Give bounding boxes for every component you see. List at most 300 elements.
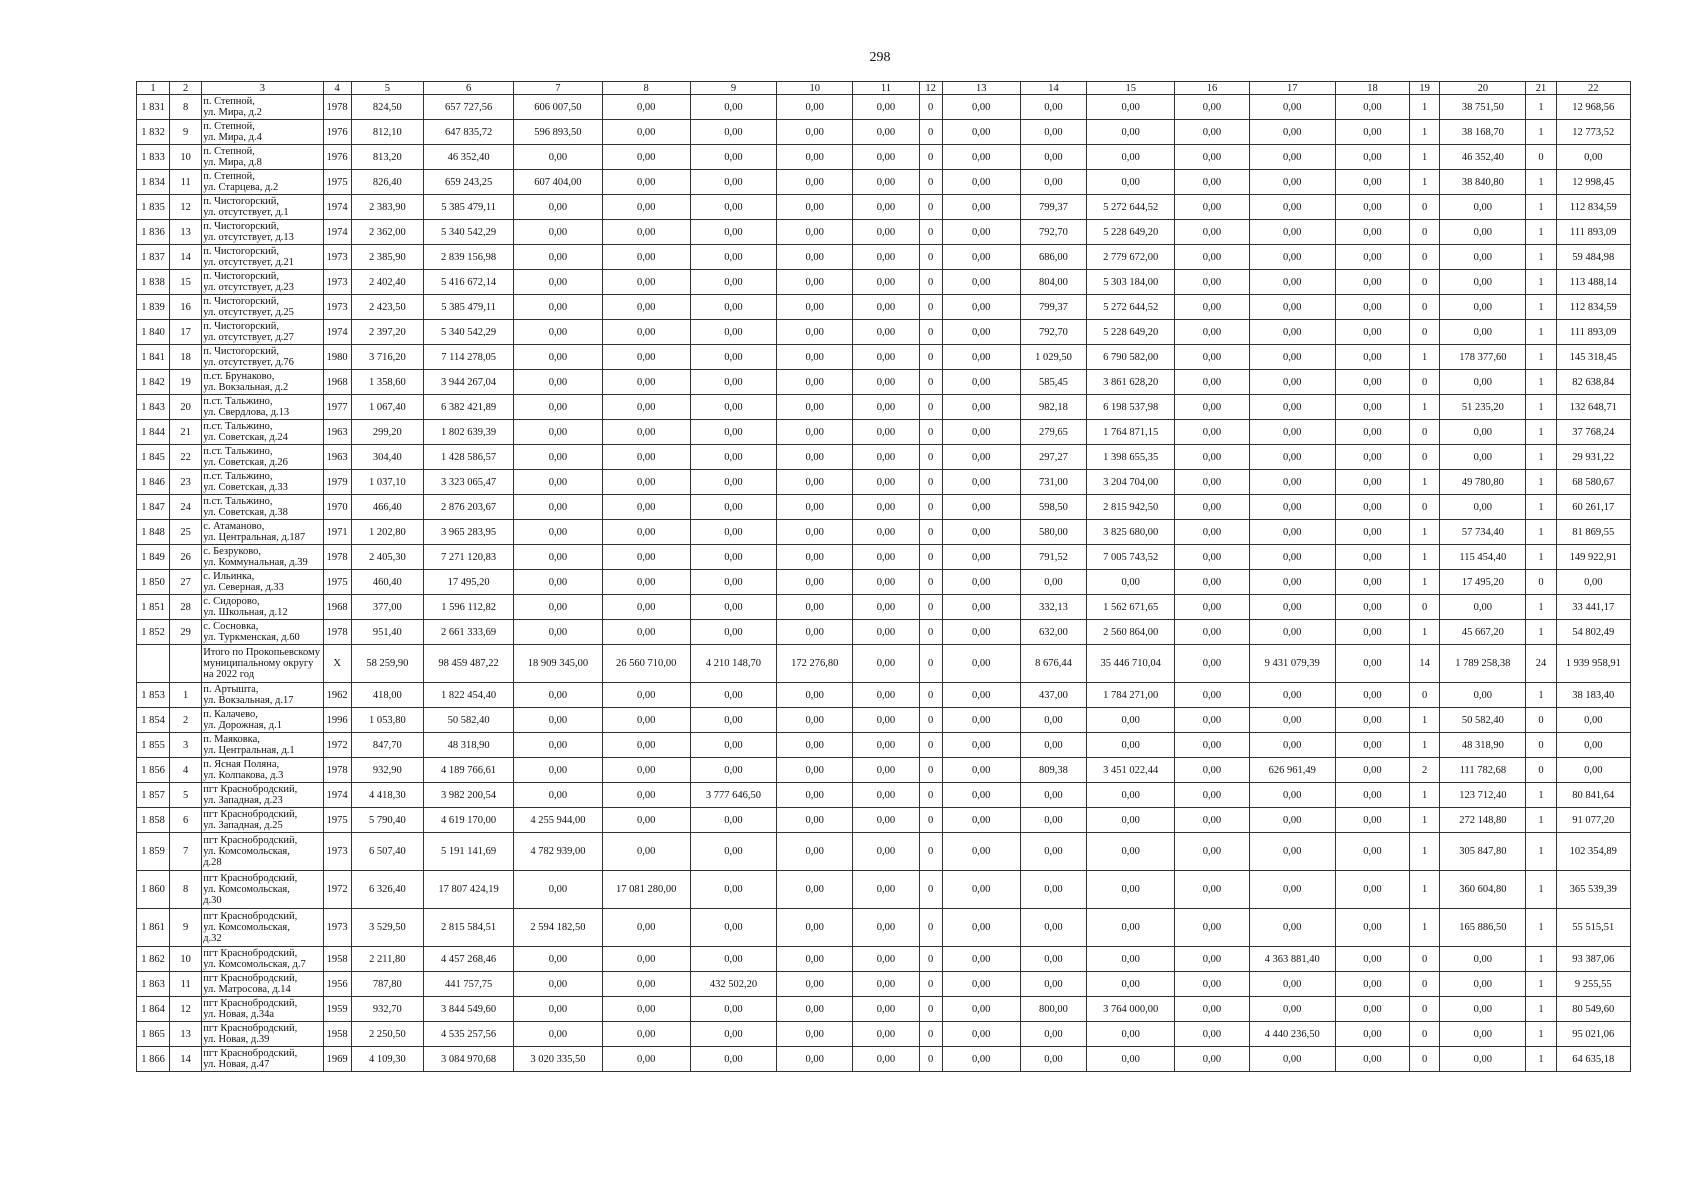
- table-cell: 38 751,50: [1440, 95, 1526, 120]
- table-cell: 1 847: [137, 495, 170, 520]
- table-cell: 24: [170, 495, 202, 520]
- table-cell: 1 840: [137, 320, 170, 345]
- table-cell: 0,00: [1175, 245, 1249, 270]
- table-cell: 1 428 586,57: [423, 445, 513, 470]
- table-cell: 0,00: [777, 545, 853, 570]
- table-cell: 0,00: [1249, 520, 1335, 545]
- column-number-17: 17: [1249, 82, 1335, 95]
- table-cell: 1963: [323, 445, 351, 470]
- table-cell: 0,00: [602, 758, 690, 783]
- table-cell: 0,00: [1335, 997, 1409, 1022]
- table-cell: 6 198 537,98: [1087, 395, 1175, 420]
- table-cell: 0,00: [514, 370, 602, 395]
- table-cell: 50 582,40: [423, 708, 513, 733]
- table-cell: 0,00: [777, 570, 853, 595]
- table-cell: 1 862: [137, 947, 170, 972]
- table-cell: 1 852: [137, 620, 170, 645]
- table-cell: 1: [1410, 808, 1440, 833]
- table-cell: 1: [1410, 783, 1440, 808]
- table-cell: 647 835,72: [423, 120, 513, 145]
- column-number-14: 14: [1020, 82, 1086, 95]
- address-cell: п. Чистогорский, ул. отсутствует, д.1: [202, 195, 323, 220]
- table-cell: 0,00: [1249, 120, 1335, 145]
- table-cell: 0,00: [942, 947, 1020, 972]
- table-cell: 0,00: [514, 470, 602, 495]
- table-cell: 0: [919, 708, 942, 733]
- table-cell: 799,37: [1020, 295, 1086, 320]
- table-cell: 0,00: [942, 595, 1020, 620]
- table-cell: 596 893,50: [514, 120, 602, 145]
- table-cell: 626 961,49: [1249, 758, 1335, 783]
- table-cell: 0,00: [777, 783, 853, 808]
- table-cell: 0,00: [602, 708, 690, 733]
- address-cell: пгт Краснобродский, ул. Новая, д.39: [202, 1022, 323, 1047]
- table-cell: 0,00: [1020, 570, 1086, 595]
- table-cell: 0,00: [1249, 470, 1335, 495]
- table-cell: 0,00: [1020, 708, 1086, 733]
- table-cell: 0,00: [602, 195, 690, 220]
- table-cell: 0,00: [1175, 909, 1249, 947]
- total-row: [137, 645, 1631, 683]
- table-cell: 0,00: [853, 595, 919, 620]
- table-row: [137, 733, 1631, 758]
- table-cell: 0,00: [942, 733, 1020, 758]
- address-cell: п.ст. Брунаково, ул. Вокзальная, д.2: [202, 370, 323, 395]
- table-cell: 0,00: [853, 972, 919, 997]
- table-cell: 6 382 421,89: [423, 395, 513, 420]
- table-cell: 1 859: [137, 833, 170, 871]
- table-cell: 441 757,75: [423, 972, 513, 997]
- table-cell: 0,00: [853, 909, 919, 947]
- table-row: [137, 570, 1631, 595]
- table-cell: 0,00: [514, 708, 602, 733]
- table-cell: 812,10: [351, 120, 423, 145]
- table-cell: 0,00: [777, 495, 853, 520]
- table-cell: 2 423,50: [351, 295, 423, 320]
- table-cell: 1: [1526, 595, 1556, 620]
- table-cell: 0,00: [1440, 947, 1526, 972]
- table-cell: 0,00: [942, 570, 1020, 595]
- table-cell: 0,00: [1335, 947, 1409, 972]
- table-cell: 11: [170, 972, 202, 997]
- table-cell: 0,00: [1249, 95, 1335, 120]
- address-cell: п. Калачево, ул. Дорожная, д.1: [202, 708, 323, 733]
- table-cell: 0: [1410, 370, 1440, 395]
- table-cell: 0,00: [1440, 295, 1526, 320]
- table-cell: 0,00: [1020, 1022, 1086, 1047]
- table-cell: 1: [1410, 733, 1440, 758]
- table-cell: 3 844 549,60: [423, 997, 513, 1022]
- table-cell: 0,00: [942, 1022, 1020, 1047]
- table-cell: 1968: [323, 370, 351, 395]
- table-cell: 0,00: [777, 1022, 853, 1047]
- table-cell: 98 459 487,22: [423, 645, 513, 683]
- table-cell: 0,00: [1440, 445, 1526, 470]
- table-cell: 10: [170, 145, 202, 170]
- table-cell: 0,00: [1249, 270, 1335, 295]
- table-cell: 1: [1526, 395, 1556, 420]
- table-cell: 0,00: [690, 320, 776, 345]
- table-cell: 0,00: [1249, 195, 1335, 220]
- table-cell: 0: [1410, 295, 1440, 320]
- table-cell: 304,40: [351, 445, 423, 470]
- table-cell: 1 764 871,15: [1087, 420, 1175, 445]
- table-cell: 1978: [323, 620, 351, 645]
- table-cell: [170, 645, 202, 683]
- table-cell: 2: [170, 708, 202, 733]
- table-cell: 0,00: [942, 871, 1020, 909]
- table-cell: 0,00: [602, 683, 690, 708]
- table-cell: 0,00: [690, 270, 776, 295]
- table-cell: 0,00: [514, 495, 602, 520]
- table-cell: 0,00: [1249, 683, 1335, 708]
- table-cell: 1: [1526, 972, 1556, 997]
- table-cell: 3 825 680,00: [1087, 520, 1175, 545]
- table-cell: 0,00: [1087, 833, 1175, 871]
- table-cell: 0: [1410, 245, 1440, 270]
- table-row: [137, 470, 1631, 495]
- table-cell: 8: [170, 871, 202, 909]
- table-cell: 0: [919, 1022, 942, 1047]
- table-cell: 0,00: [1087, 909, 1175, 947]
- table-cell: 0,00: [1020, 170, 1086, 195]
- table-cell: 0,00: [690, 1022, 776, 1047]
- table-cell: 1978: [323, 758, 351, 783]
- table-cell: 0,00: [853, 445, 919, 470]
- table-cell: 1974: [323, 220, 351, 245]
- table-cell: 1: [1526, 909, 1556, 947]
- table-cell: 932,70: [351, 997, 423, 1022]
- table-row: [137, 972, 1631, 997]
- table-cell: 0: [919, 733, 942, 758]
- table-cell: 731,00: [1020, 470, 1086, 495]
- column-number-15: 15: [1087, 82, 1175, 95]
- table-cell: 0,00: [942, 145, 1020, 170]
- table-cell: 81 869,55: [1556, 520, 1630, 545]
- table-cell: 0,00: [777, 295, 853, 320]
- address-cell: с. Сосновка, ул. Туркменская, д.60: [202, 620, 323, 645]
- table-cell: 0,00: [1020, 733, 1086, 758]
- table-cell: 0,00: [1087, 95, 1175, 120]
- table-cell: 145 318,45: [1556, 345, 1630, 370]
- table-cell: 272 148,80: [1440, 808, 1526, 833]
- table-cell: 5: [170, 783, 202, 808]
- page-number: 298: [869, 50, 891, 65]
- table-cell: 0,00: [1175, 783, 1249, 808]
- table-row: [137, 997, 1631, 1022]
- table-cell: 0,00: [1175, 1022, 1249, 1047]
- table-cell: 0,00: [690, 195, 776, 220]
- table-cell: 1: [1410, 871, 1440, 909]
- table-cell: 1 831: [137, 95, 170, 120]
- table-cell: 332,13: [1020, 595, 1086, 620]
- table-cell: 0,00: [514, 871, 602, 909]
- table-cell: 4 109,30: [351, 1047, 423, 1072]
- table-cell: 1: [1526, 871, 1556, 909]
- table-cell: 598,50: [1020, 495, 1086, 520]
- table-cell: 1 834: [137, 170, 170, 195]
- column-number-8: 8: [602, 82, 690, 95]
- table-cell: 460,40: [351, 570, 423, 595]
- table-cell: 1: [1526, 120, 1556, 145]
- table-cell: 0,00: [1087, 783, 1175, 808]
- table-cell: 0,00: [1335, 320, 1409, 345]
- table-cell: 0,00: [514, 683, 602, 708]
- table-cell: 0,00: [853, 370, 919, 395]
- table-cell: 0: [919, 520, 942, 545]
- table-cell: 113 488,14: [1556, 270, 1630, 295]
- table-cell: 0: [1410, 420, 1440, 445]
- table-cell: 0,00: [853, 95, 919, 120]
- table-cell: 1 832: [137, 120, 170, 145]
- table-cell: 0,00: [1175, 708, 1249, 733]
- table-cell: 1 844: [137, 420, 170, 445]
- table-cell: 1 802 639,39: [423, 420, 513, 445]
- table-cell: 0,00: [602, 445, 690, 470]
- table-cell: 21: [170, 420, 202, 445]
- column-number-22: 22: [1556, 82, 1630, 95]
- table-cell: 2 362,00: [351, 220, 423, 245]
- table-cell: 0,00: [1249, 708, 1335, 733]
- address-cell: п. Чистогорский, ул. отсутствует, д.21: [202, 245, 323, 270]
- table-cell: 0,00: [514, 545, 602, 570]
- table-cell: 29 931,22: [1556, 445, 1630, 470]
- address-cell: п.ст. Тальжино, ул. Советская, д.33: [202, 470, 323, 495]
- table-cell: 0,00: [1020, 95, 1086, 120]
- table-cell: 80 841,64: [1556, 783, 1630, 808]
- table-cell: 4 363 881,40: [1249, 947, 1335, 972]
- table-cell: 0,00: [1175, 270, 1249, 295]
- table-cell: 46 352,40: [1440, 145, 1526, 170]
- table-cell: 0,00: [514, 620, 602, 645]
- table-cell: 0,00: [602, 1047, 690, 1072]
- table-cell: 80 549,60: [1556, 997, 1630, 1022]
- table-cell: 0,00: [1556, 733, 1630, 758]
- table-cell: 0,00: [1249, 595, 1335, 620]
- table-cell: 0,00: [1175, 947, 1249, 972]
- table-cell: 1 562 671,65: [1087, 595, 1175, 620]
- table-cell: 0: [919, 545, 942, 570]
- address-cell: пгт Краснобродский, ул. Комсомольская, д.30: [202, 871, 323, 909]
- address-cell: пгт Краснобродский, ул. Комсомольская, д.7: [202, 947, 323, 972]
- table-cell: [137, 645, 170, 683]
- table-cell: 1: [1410, 545, 1440, 570]
- table-cell: 0,00: [602, 120, 690, 145]
- table-cell: 48 318,90: [1440, 733, 1526, 758]
- table-cell: 0,00: [853, 808, 919, 833]
- table-row: [137, 120, 1631, 145]
- table-cell: 792,70: [1020, 320, 1086, 345]
- table-cell: 0,00: [1249, 909, 1335, 947]
- table-cell: 0,00: [1335, 245, 1409, 270]
- table-cell: 0,00: [1335, 833, 1409, 871]
- table-cell: 1973: [323, 295, 351, 320]
- table-cell: 951,40: [351, 620, 423, 645]
- table-cell: 0,00: [853, 420, 919, 445]
- table-cell: 0,00: [942, 708, 1020, 733]
- table-cell: 1: [1410, 620, 1440, 645]
- table-cell: 0,00: [602, 595, 690, 620]
- table-cell: 0,00: [514, 345, 602, 370]
- table-cell: 102 354,89: [1556, 833, 1630, 871]
- table-cell: 5 228 649,20: [1087, 320, 1175, 345]
- table-cell: 0,00: [1087, 871, 1175, 909]
- table-cell: 57 734,40: [1440, 520, 1526, 545]
- table-cell: 1 843: [137, 395, 170, 420]
- table-cell: 12: [170, 997, 202, 1022]
- table-cell: 1: [1526, 783, 1556, 808]
- table-cell: 0: [919, 245, 942, 270]
- table-cell: 1 854: [137, 708, 170, 733]
- table-cell: 1: [1410, 145, 1440, 170]
- table-cell: 0,00: [690, 470, 776, 495]
- table-cell: 0: [919, 808, 942, 833]
- table-cell: 1: [1526, 95, 1556, 120]
- table-cell: 0,00: [853, 1047, 919, 1072]
- table-cell: 0: [919, 145, 942, 170]
- table-cell: 0,00: [1249, 320, 1335, 345]
- table-cell: 632,00: [1020, 620, 1086, 645]
- table-cell: 0,00: [942, 395, 1020, 420]
- table-cell: 0,00: [1335, 495, 1409, 520]
- table-cell: 1 848: [137, 520, 170, 545]
- table-cell: 0,00: [514, 520, 602, 545]
- table-cell: 0,00: [1087, 708, 1175, 733]
- table-cell: 0,00: [1175, 645, 1249, 683]
- table-cell: 0: [919, 683, 942, 708]
- table-cell: 0,00: [1440, 245, 1526, 270]
- table-cell: 0,00: [1440, 270, 1526, 295]
- table-cell: 0,00: [777, 997, 853, 1022]
- table-cell: 3 965 283,95: [423, 520, 513, 545]
- table-cell: 5 790,40: [351, 808, 423, 833]
- table-cell: 5 340 542,29: [423, 320, 513, 345]
- table-cell: 1 863: [137, 972, 170, 997]
- table-cell: 3 764 000,00: [1087, 997, 1175, 1022]
- table-row: [137, 833, 1631, 871]
- table-cell: 0,00: [777, 270, 853, 295]
- table-cell: 0,00: [602, 295, 690, 320]
- table-cell: 585,45: [1020, 370, 1086, 395]
- table-cell: 847,70: [351, 733, 423, 758]
- table-cell: 0: [1410, 445, 1440, 470]
- table-cell: 0,00: [1335, 570, 1409, 595]
- table-cell: 0,00: [602, 370, 690, 395]
- table-cell: 0,00: [853, 220, 919, 245]
- table-cell: 1: [1410, 345, 1440, 370]
- table-cell: 0,00: [1020, 871, 1086, 909]
- table-cell: 0,00: [777, 145, 853, 170]
- table-cell: 1958: [323, 947, 351, 972]
- table-cell: 3: [170, 733, 202, 758]
- table-cell: 0,00: [1440, 1047, 1526, 1072]
- table-cell: 0,00: [777, 758, 853, 783]
- table-cell: 0,00: [853, 871, 919, 909]
- table-cell: 0,00: [1440, 420, 1526, 445]
- column-number-5: 5: [351, 82, 423, 95]
- table-cell: 0,00: [777, 120, 853, 145]
- table-cell: 0,00: [1335, 909, 1409, 947]
- table-row: [137, 909, 1631, 947]
- table-cell: 0,00: [1087, 120, 1175, 145]
- table-cell: 657 727,56: [423, 95, 513, 120]
- table-cell: 0,00: [1335, 645, 1409, 683]
- table-cell: 0,00: [1249, 220, 1335, 245]
- table-cell: 0,00: [853, 997, 919, 1022]
- table-cell: 6 326,40: [351, 871, 423, 909]
- table-cell: 932,90: [351, 758, 423, 783]
- table-cell: 46 352,40: [423, 145, 513, 170]
- column-number-9: 9: [690, 82, 776, 95]
- table-cell: 2 211,80: [351, 947, 423, 972]
- table-cell: 0,00: [777, 683, 853, 708]
- table-cell: 16: [170, 295, 202, 320]
- table-row: [137, 595, 1631, 620]
- table-cell: 0,00: [514, 733, 602, 758]
- table-cell: 0,00: [1335, 758, 1409, 783]
- table-cell: 0,00: [942, 545, 1020, 570]
- table-cell: 1: [170, 683, 202, 708]
- table-cell: 0,00: [853, 733, 919, 758]
- table-cell: 0,00: [777, 395, 853, 420]
- table-cell: 1: [1410, 95, 1440, 120]
- table-cell: 0,00: [602, 245, 690, 270]
- table-cell: 4 418,30: [351, 783, 423, 808]
- table-cell: 0: [1526, 570, 1556, 595]
- table-cell: 0,00: [777, 620, 853, 645]
- table-cell: 0: [919, 620, 942, 645]
- table-cell: 0,00: [602, 495, 690, 520]
- table-cell: 0,00: [853, 395, 919, 420]
- table-cell: 0,00: [1175, 320, 1249, 345]
- table-cell: 279,65: [1020, 420, 1086, 445]
- table-cell: 0,00: [853, 833, 919, 871]
- table-cell: 0: [919, 871, 942, 909]
- table-cell: 1 784 271,00: [1087, 683, 1175, 708]
- table-cell: 299,20: [351, 420, 423, 445]
- table-cell: 4 619 170,00: [423, 808, 513, 833]
- table-cell: 0,00: [1087, 570, 1175, 595]
- table-cell: 0,00: [777, 345, 853, 370]
- table-cell: 0,00: [690, 570, 776, 595]
- table-cell: 2 383,90: [351, 195, 423, 220]
- table-cell: 18: [170, 345, 202, 370]
- table-cell: 0,00: [1249, 495, 1335, 520]
- column-number-19: 19: [1410, 82, 1440, 95]
- table-cell: 606 007,50: [514, 95, 602, 120]
- table-cell: 1: [1410, 395, 1440, 420]
- table-row: [137, 345, 1631, 370]
- table-cell: 0: [919, 758, 942, 783]
- table-row: [137, 545, 1631, 570]
- table-row: [137, 947, 1631, 972]
- table-cell: 0: [919, 295, 942, 320]
- table-cell: 0,00: [942, 972, 1020, 997]
- table-cell: 1: [1410, 570, 1440, 595]
- table-cell: 0: [919, 947, 942, 972]
- table-cell: 9: [170, 120, 202, 145]
- table-cell: 0,00: [1335, 195, 1409, 220]
- table-cell: 0,00: [514, 395, 602, 420]
- table-cell: 0,00: [1175, 95, 1249, 120]
- table-cell: 0,00: [942, 320, 1020, 345]
- table-cell: 1 596 112,82: [423, 595, 513, 620]
- table-cell: 0: [1410, 270, 1440, 295]
- table-cell: 1980: [323, 345, 351, 370]
- table-cell: 0,00: [1335, 871, 1409, 909]
- table-cell: 0,00: [690, 395, 776, 420]
- table-cell: 1978: [323, 545, 351, 570]
